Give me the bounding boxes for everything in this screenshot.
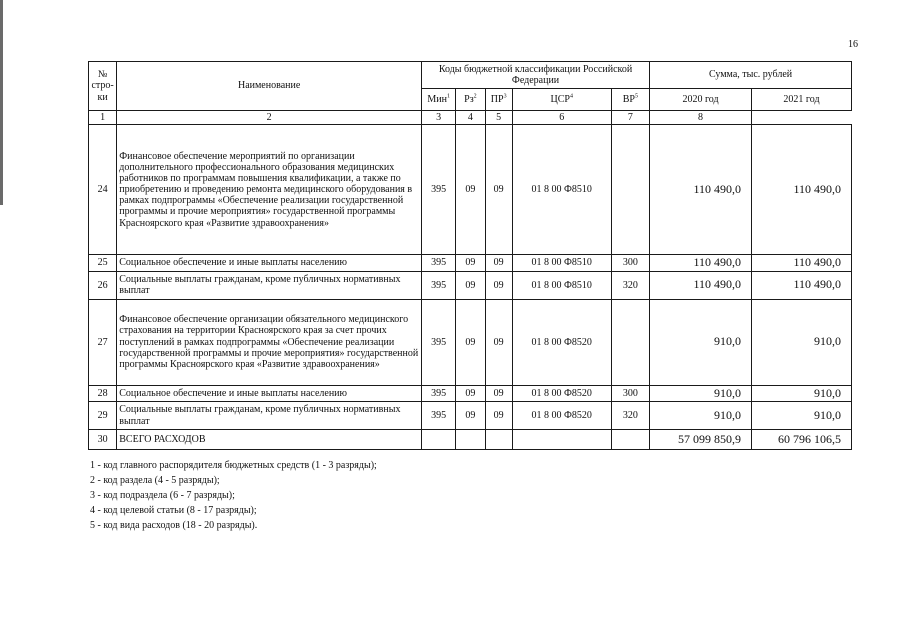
row-sum-2020: 110 490,0 (650, 271, 752, 299)
row-number: 28 (89, 385, 117, 401)
row-sum-2021: 910,0 (752, 402, 852, 430)
footnote: 2 - код раздела (4 - 5 разряды); (90, 475, 220, 486)
header-rz: $Рз^2$ (456, 89, 485, 111)
row-sum-2020: 910,0 (650, 299, 752, 385)
table-row (89, 271, 852, 299)
row-vr: 300 (611, 255, 649, 271)
row-name: ВСЕГО РАСХОДОВ (117, 430, 422, 450)
row-min: 395 (422, 255, 456, 271)
row-pr: 09 (485, 125, 512, 255)
row-sum-2020: 910,0 (650, 402, 752, 430)
row-pr (485, 430, 512, 450)
row-sum-2020: 57 099 850,9 (650, 430, 752, 450)
row-csr: 01 8 00 Ф8520 (512, 299, 611, 385)
footnote: 1 - код главного распорядителя бюджетных средств (1 - 3 разряды); (90, 460, 377, 471)
budget-table (88, 61, 852, 450)
row-min: 395 (422, 385, 456, 401)
row-sum-2020: 910,0 (650, 385, 752, 401)
header-pr: $ПР^3$ (485, 89, 512, 111)
header-codes-group: Коды бюджетной классификации Российской Федерации (422, 62, 650, 89)
row-pr: 09 (485, 271, 512, 299)
row-sum-2021: 60 796 106,5 (752, 430, 852, 450)
row-pr: 09 (485, 255, 512, 271)
row-min: 395 (422, 271, 456, 299)
row-rz: 09 (456, 402, 485, 430)
index-cell: 2 (117, 111, 422, 125)
table-row (89, 385, 852, 401)
row-rz: 09 (456, 385, 485, 401)
row-csr (512, 430, 611, 450)
row-sum-2021: 110 490,0 (752, 271, 852, 299)
row-number: 27 (89, 299, 117, 385)
header-2020: 2020 год (650, 89, 752, 111)
row-name: Социальное обеспечение и иные выплаты населению (117, 385, 422, 401)
index-cell: 3 (422, 111, 456, 125)
header-sum-group: Сумма, тыс. рублей (650, 62, 852, 89)
row-min (422, 430, 456, 450)
row-name: Социальные выплаты гражданам, кроме публичных нормативных выплат (117, 402, 422, 430)
row-name: Финансовое обеспечение организации обязательного медицинского страхования на территории Красноярского края за счет прочих поступлений в рамках подпрограммы «Обеспечение реализации государственной программы и прочие мероприятия» государственной программы Красноярского края «Развитие здравоохранения» (117, 299, 422, 385)
row-sum-2021: 910,0 (752, 299, 852, 385)
row-pr: 09 (485, 299, 512, 385)
index-cell: 8 (650, 111, 752, 125)
row-pr: 09 (485, 385, 512, 401)
header-csr: ЦСР$^4$ (512, 89, 611, 111)
footnote: 4 - код целевой статьи (8 - 17 разряды); (90, 505, 257, 516)
footnote: 3 - код подраздела (6 - 7 разряды); (90, 490, 235, 501)
row-number: 25 (89, 255, 117, 271)
index-cell: 7 (611, 111, 649, 125)
row-sum-2021: 110 490,0 (752, 125, 852, 255)
row-csr: 01 8 00 Ф8510 (512, 271, 611, 299)
header-min: Мин$^1$ (422, 89, 456, 111)
row-sum-2020: 110 490,0 (650, 255, 752, 271)
row-name: Социальное обеспечение и иные выплаты населению (117, 255, 422, 271)
row-csr: 01 8 00 Ф8520 (512, 402, 611, 430)
row-vr (611, 299, 649, 385)
row-pr: 09 (485, 402, 512, 430)
row-sum-2021: 110 490,0 (752, 255, 852, 271)
row-name: Финансовое обеспечение мероприятий по организации дополнительного профессионального образования медицинских работников по программам повышения квалификации, а также по приобретению и проведению ремонта медицинского оборудования в рамках подпрограммы «Обеспечение реализации государственной программы и прочие мероприятия» государственной программы Красноярского края «Развитие здравоохранения» (117, 125, 422, 255)
index-cell: 6 (512, 111, 611, 125)
row-csr: 01 8 00 Ф8520 (512, 385, 611, 401)
row-vr: 300 (611, 385, 649, 401)
table-row-total (89, 430, 852, 450)
page-number: 16 (848, 39, 858, 50)
row-number: 30 (89, 430, 117, 450)
row-number: 26 (89, 271, 117, 299)
table-row (89, 125, 852, 255)
row-sum-2020: 110 490,0 (650, 125, 752, 255)
header-vr: $ВР^5$ (611, 89, 649, 111)
index-cell: 1 (89, 111, 117, 125)
row-min: 395 (422, 402, 456, 430)
row-number: 29 (89, 402, 117, 430)
footnote: 5 - код вида расходов (18 - 20 разряды). (90, 520, 258, 531)
footnotes (90, 460, 377, 535)
header-row-number: № стро-ки (89, 62, 117, 111)
index-cell: 4 (456, 111, 485, 125)
row-sum-2021: 910,0 (752, 385, 852, 401)
row-vr: 320 (611, 271, 649, 299)
row-rz: 09 (456, 299, 485, 385)
row-rz: 09 (456, 125, 485, 255)
row-vr (611, 430, 649, 450)
row-name: Социальные выплаты гражданам, кроме публичных нормативных выплат (117, 271, 422, 299)
row-number: 24 (89, 125, 117, 255)
scan-edge-mark (0, 0, 3, 205)
index-cell: 5 (485, 111, 512, 125)
table-row (89, 402, 852, 430)
row-csr: 01 8 00 Ф8510 (512, 255, 611, 271)
header-name: Наименование (117, 62, 422, 111)
row-csr: 01 8 00 Ф8510 (512, 125, 611, 255)
row-min: 395 (422, 299, 456, 385)
table-row (89, 255, 852, 271)
row-rz: 09 (456, 255, 485, 271)
row-vr: 320 (611, 402, 649, 430)
header-2021: 2021 год (752, 89, 852, 111)
row-vr (611, 125, 649, 255)
row-rz (456, 430, 485, 450)
row-rz: 09 (456, 271, 485, 299)
table-row (89, 299, 852, 385)
row-min: 395 (422, 125, 456, 255)
